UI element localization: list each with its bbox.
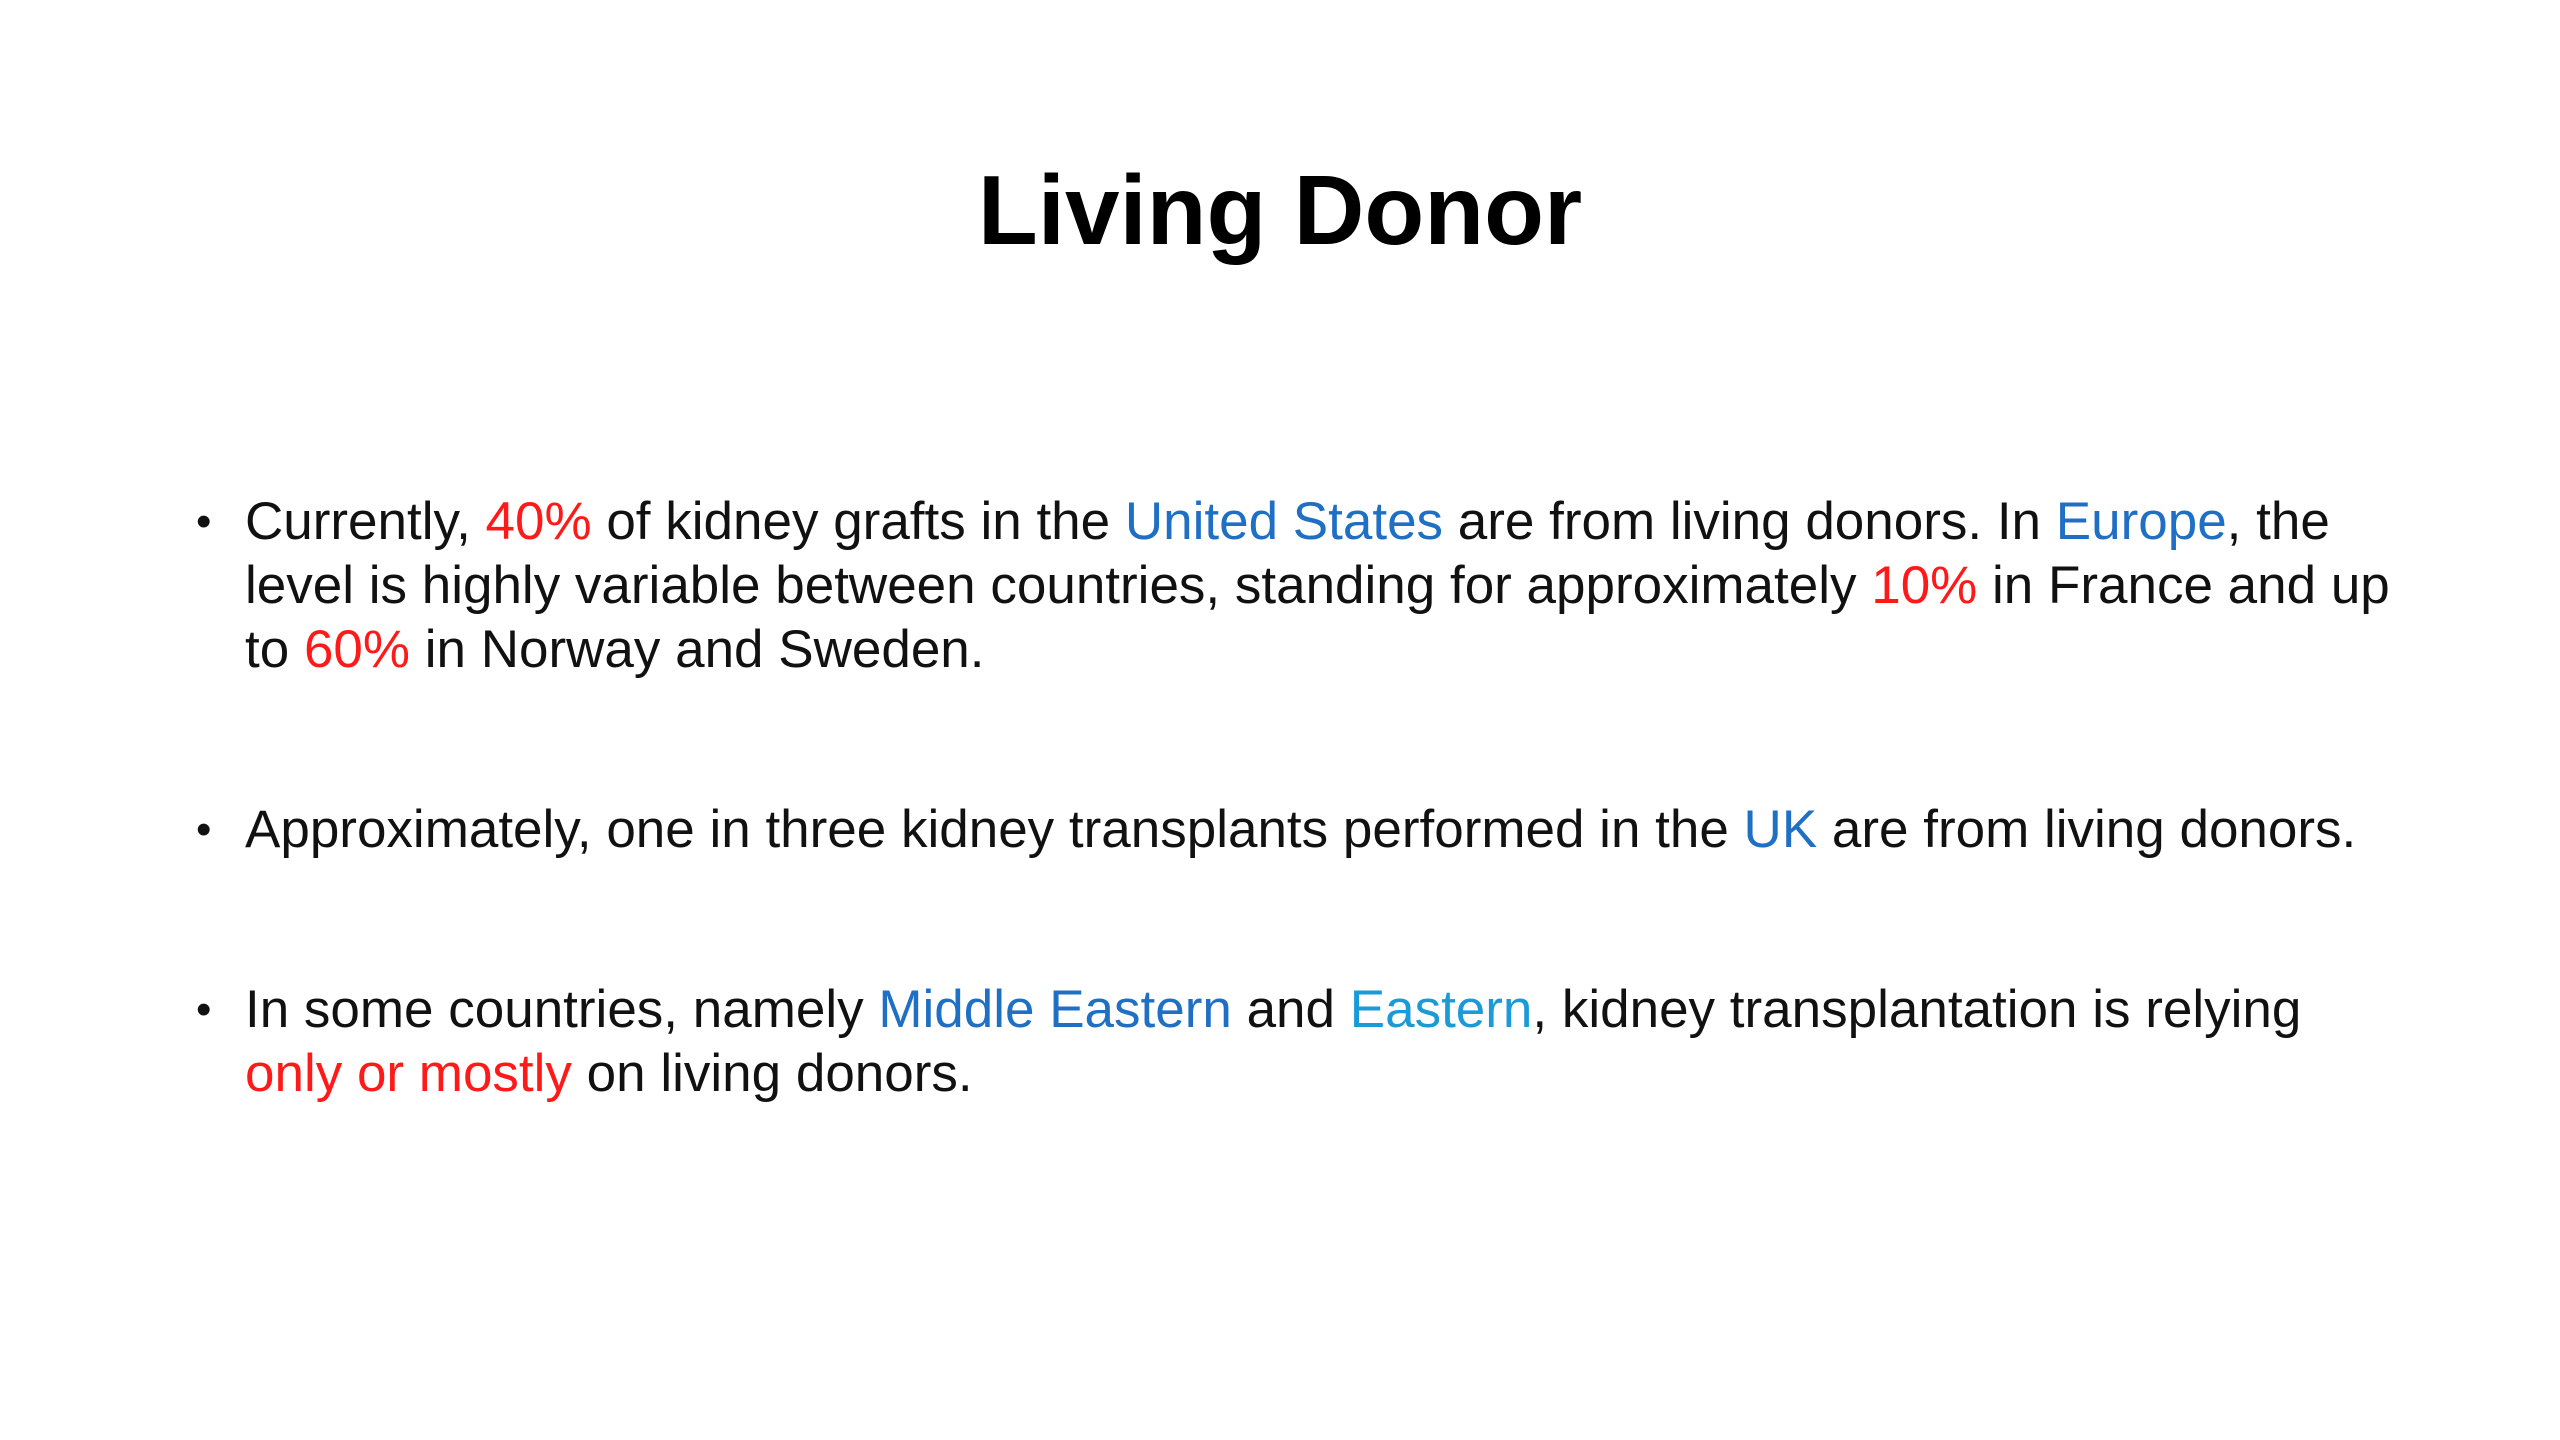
bullet-text [245, 800, 2356, 859]
highlight-place: Eastern [1349, 980, 1533, 1039]
text-segment: on living donors. [571, 1044, 973, 1103]
text-segment: , the level is highly variable between countries, standing for approximately [245, 492, 2330, 615]
text-segment: of kidney grafts in the [591, 492, 1125, 551]
text-segment: Approximately, one in three kidney transplants performed in the [245, 800, 1744, 859]
slide-title: Living Donor [977, 155, 1583, 265]
highlight-place: Middle Eastern [878, 980, 1232, 1039]
highlight-percent: 60% [303, 620, 411, 679]
bullet-dot-icon: • [196, 985, 212, 1034]
text-segment: are from living donors. In [1443, 492, 2056, 551]
text-segment: , kidney transplantation is relying [1532, 980, 2302, 1039]
text-segment: in France and up to [245, 556, 2390, 679]
bullet-text [245, 980, 2301, 1103]
text-segment: In some countries, namely [245, 980, 879, 1039]
bullet-list [196, 490, 2396, 1106]
bullet-item [196, 490, 2396, 682]
text-segment: Currently, [245, 492, 486, 551]
bullet-item [196, 798, 2396, 862]
bullet-text [245, 492, 2390, 679]
bullet-dot-icon: • [196, 497, 212, 546]
text-segment: are from living donors. [1817, 800, 2357, 859]
highlight-phrase: only or mostly [245, 1044, 572, 1103]
highlight-percent: 10% [1871, 556, 1978, 615]
highlight-place: United States [1124, 492, 1444, 551]
bullet-item [196, 978, 2396, 1106]
text-segment: in Norway and Sweden. [410, 620, 985, 679]
highlight-percent: 40% [485, 492, 592, 551]
highlight-place: UK [1743, 800, 1818, 859]
text-segment: and [1231, 980, 1350, 1039]
bullet-dot-icon: • [196, 805, 212, 854]
highlight-place: Europe [2055, 492, 2227, 551]
